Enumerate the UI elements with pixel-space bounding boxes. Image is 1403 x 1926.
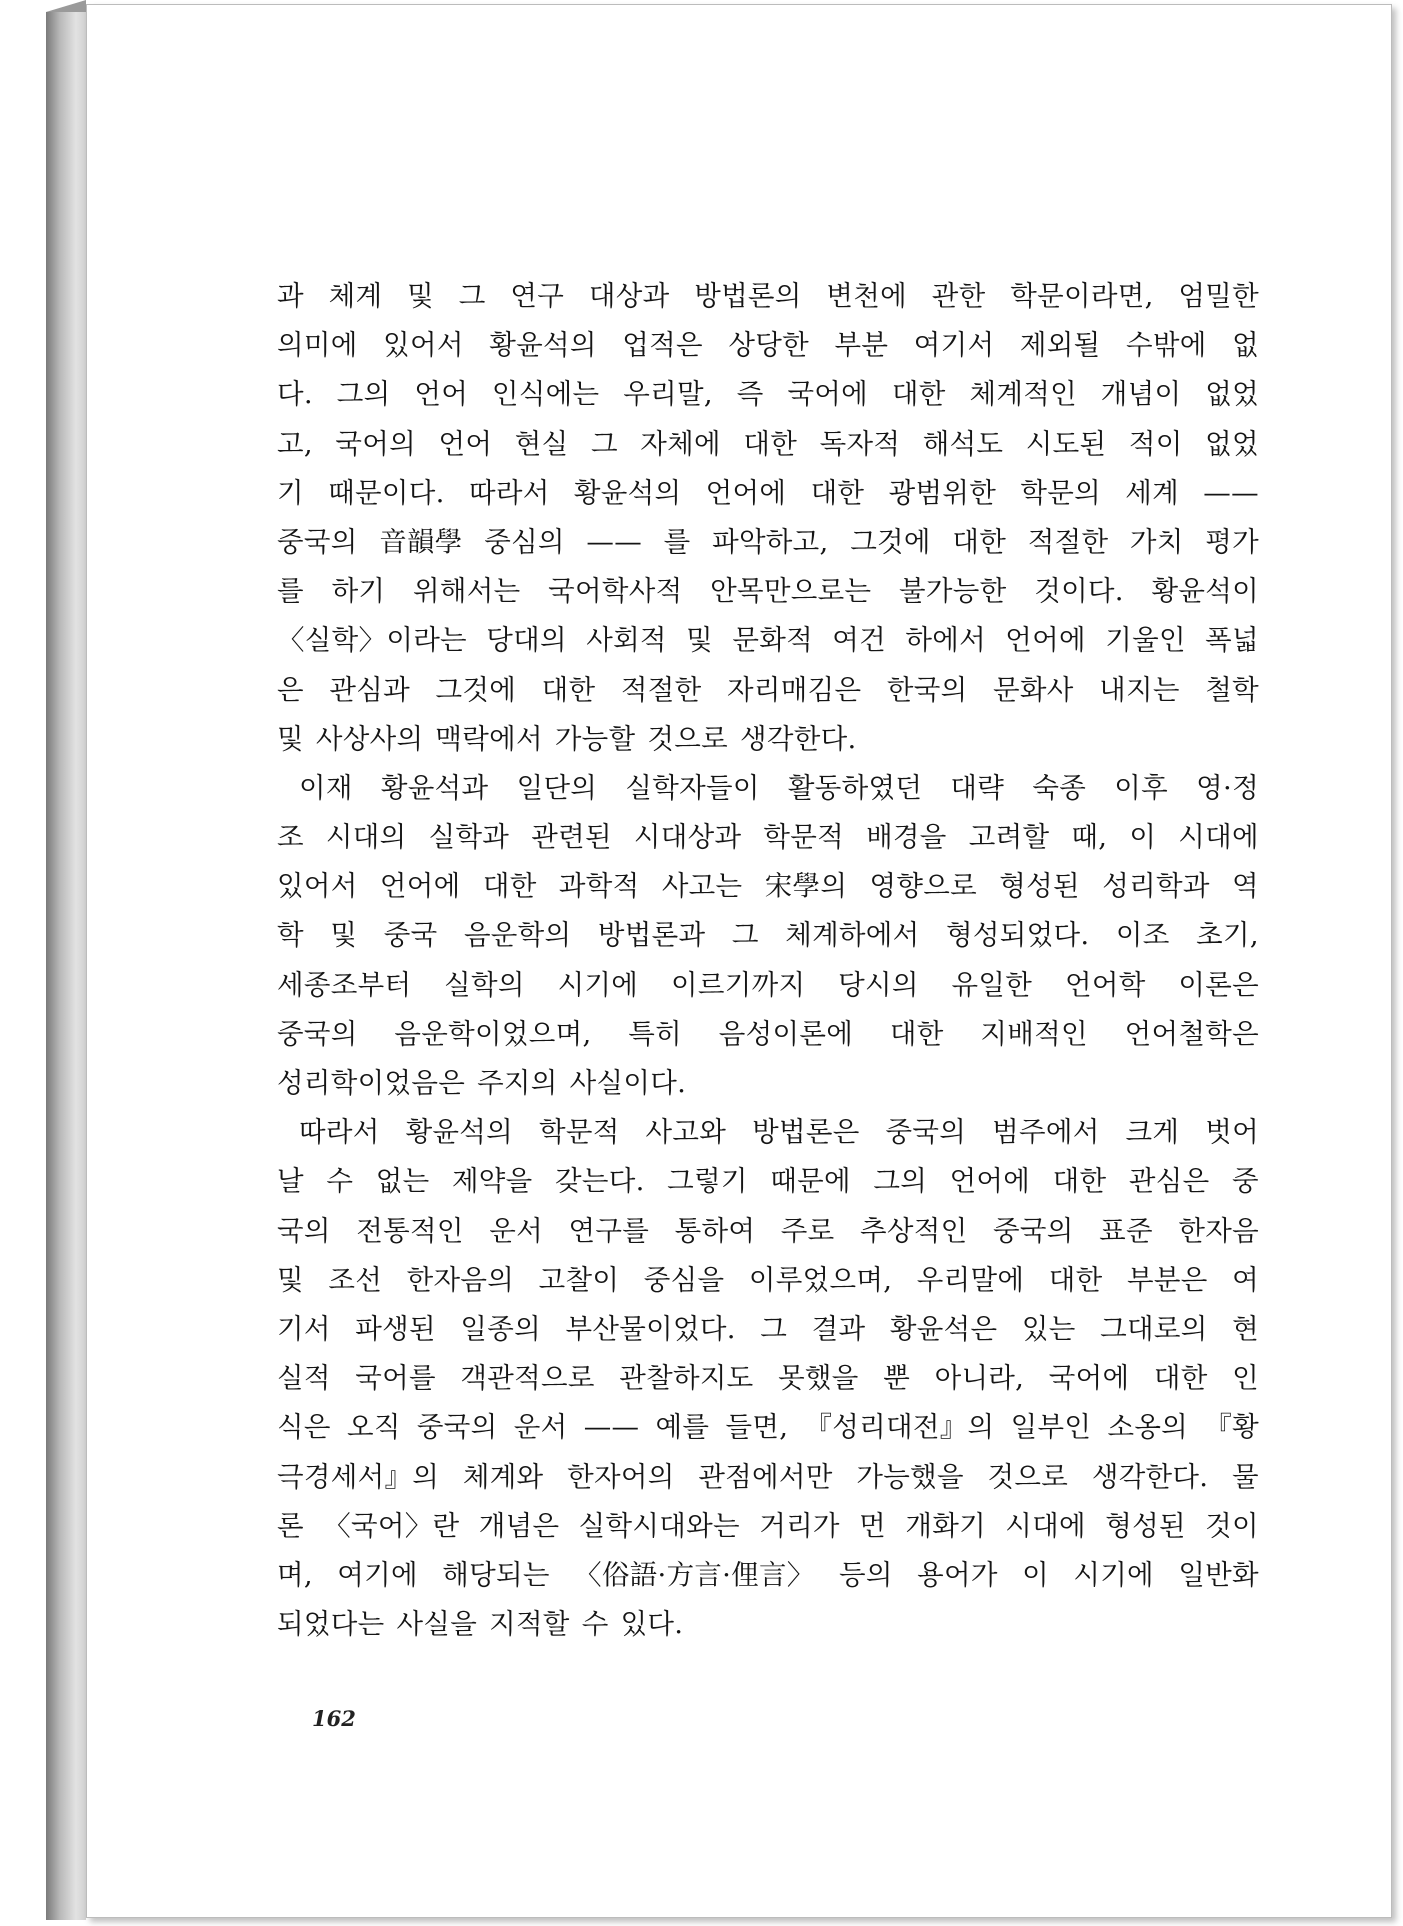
text-line: 되었다는 사실을 지적할 수 있다. bbox=[277, 1608, 684, 1641]
text-line: 및 사상사의 맥락에서 가능할 것으로 생각한다. bbox=[277, 722, 857, 755]
text-line: 극경세서』의 체계와 한자어의 관점에서만 가능했을 것으로 생각한다. 물 bbox=[277, 1460, 1259, 1493]
text-line: 다. 그의 언어 인식에는 우리말, 즉 국어에 대한 체계적인 개념이 없었 bbox=[277, 378, 1259, 411]
text-line: 중국의 음운학이었으며, 특히 음성이론에 대한 지배적인 언어철학은 bbox=[277, 1017, 1259, 1050]
text-line: 성리학이었음은 주지의 사실이다. bbox=[277, 1067, 687, 1099]
text-line: 이재 황윤석과 일단의 실학자들이 활동하였던 대략 숙종 이후 영·정 bbox=[299, 771, 1259, 804]
text-line: 기 때문이다. 따라서 황윤석의 언어에 대한 광범위한 학문의 세계 —— bbox=[277, 476, 1259, 509]
text-line: 및 조선 한자음의 고찰이 중심을 이루었으며, 우리말에 대한 부분은 여 bbox=[277, 1263, 1259, 1296]
text-line: 의미에 있어서 황윤석의 업적은 상당한 부분 여기서 제외될 수밖에 없 bbox=[277, 329, 1259, 362]
text-line: 중국의 音韻學 중심의 —— 를 파악하고, 그것에 대한 적절한 가치 평가 bbox=[277, 525, 1259, 558]
body-text bbox=[277, 272, 1259, 1649]
book-edge-top bbox=[46, 0, 86, 12]
page-number: 162 bbox=[312, 1706, 356, 1731]
text-line: 론 〈국어〉란 개념은 실학시대와는 거리가 먼 개화기 시대에 형성된 것이 bbox=[277, 1509, 1259, 1542]
text-line: 식은 오직 중국의 운서 —— 예를 들면, 『성리대전』의 일부인 소옹의 『황 bbox=[277, 1411, 1259, 1444]
text-line: 따라서 황윤석의 학문적 사고와 방법론은 중국의 범주에서 크게 벗어 bbox=[299, 1116, 1259, 1149]
text-line: 를 하기 위해서는 국어학사적 안목만으로는 불가능한 것이다. 황윤석이 bbox=[277, 575, 1259, 608]
text-line: 고, 국어의 언어 현실 그 자체에 대한 독자적 해석도 시도된 적이 없었 bbox=[277, 427, 1259, 460]
text-line: 날 수 없는 제약을 갖는다. 그렇기 때문에 그의 언어에 대한 관심은 중 bbox=[277, 1165, 1259, 1198]
text-line: 며, 여기에 해당되는 〈俗語·方言·俚言〉 등의 용어가 이 시기에 일반화 bbox=[277, 1558, 1259, 1591]
text-line: 조 시대의 실학과 관련된 시대상과 학문적 배경을 고려할 때, 이 시대에 bbox=[277, 821, 1259, 854]
text-line: 있어서 언어에 대한 과학적 사고는 宋學의 영향으로 형성된 성리학과 역 bbox=[277, 870, 1259, 903]
text-line: 기서 파생된 일종의 부산물이었다. 그 결과 황윤석은 있는 그대로의 현 bbox=[277, 1312, 1259, 1345]
text-line: 과 체계 및 그 연구 대상과 방법론의 변천에 관한 학문이라면, 엄밀한 bbox=[277, 280, 1259, 312]
text-line: 국의 전통적인 운서 연구를 통하여 주로 추상적인 중국의 표준 한자음 bbox=[277, 1214, 1259, 1247]
text-line: 학 및 중국 음운학의 방법론과 그 체계하에서 형성되었다. 이조 초기, bbox=[277, 919, 1259, 952]
book-spine bbox=[46, 12, 86, 1920]
text-line: 실적 국어를 객관적으로 관찰하지도 못했을 뿐 아니라, 국어에 대한 인 bbox=[277, 1362, 1259, 1395]
text-line: 〈실학〉이라는 당대의 사회적 및 문화적 여건 하에서 언어에 기울인 폭넓 bbox=[277, 624, 1259, 657]
text-line: 세종조부터 실학의 시기에 이르기까지 당시의 유일한 언어학 이론은 bbox=[277, 968, 1259, 1001]
text-line: 은 관심과 그것에 대한 적절한 자리매김은 한국의 문화사 내지는 철학 bbox=[277, 673, 1259, 706]
